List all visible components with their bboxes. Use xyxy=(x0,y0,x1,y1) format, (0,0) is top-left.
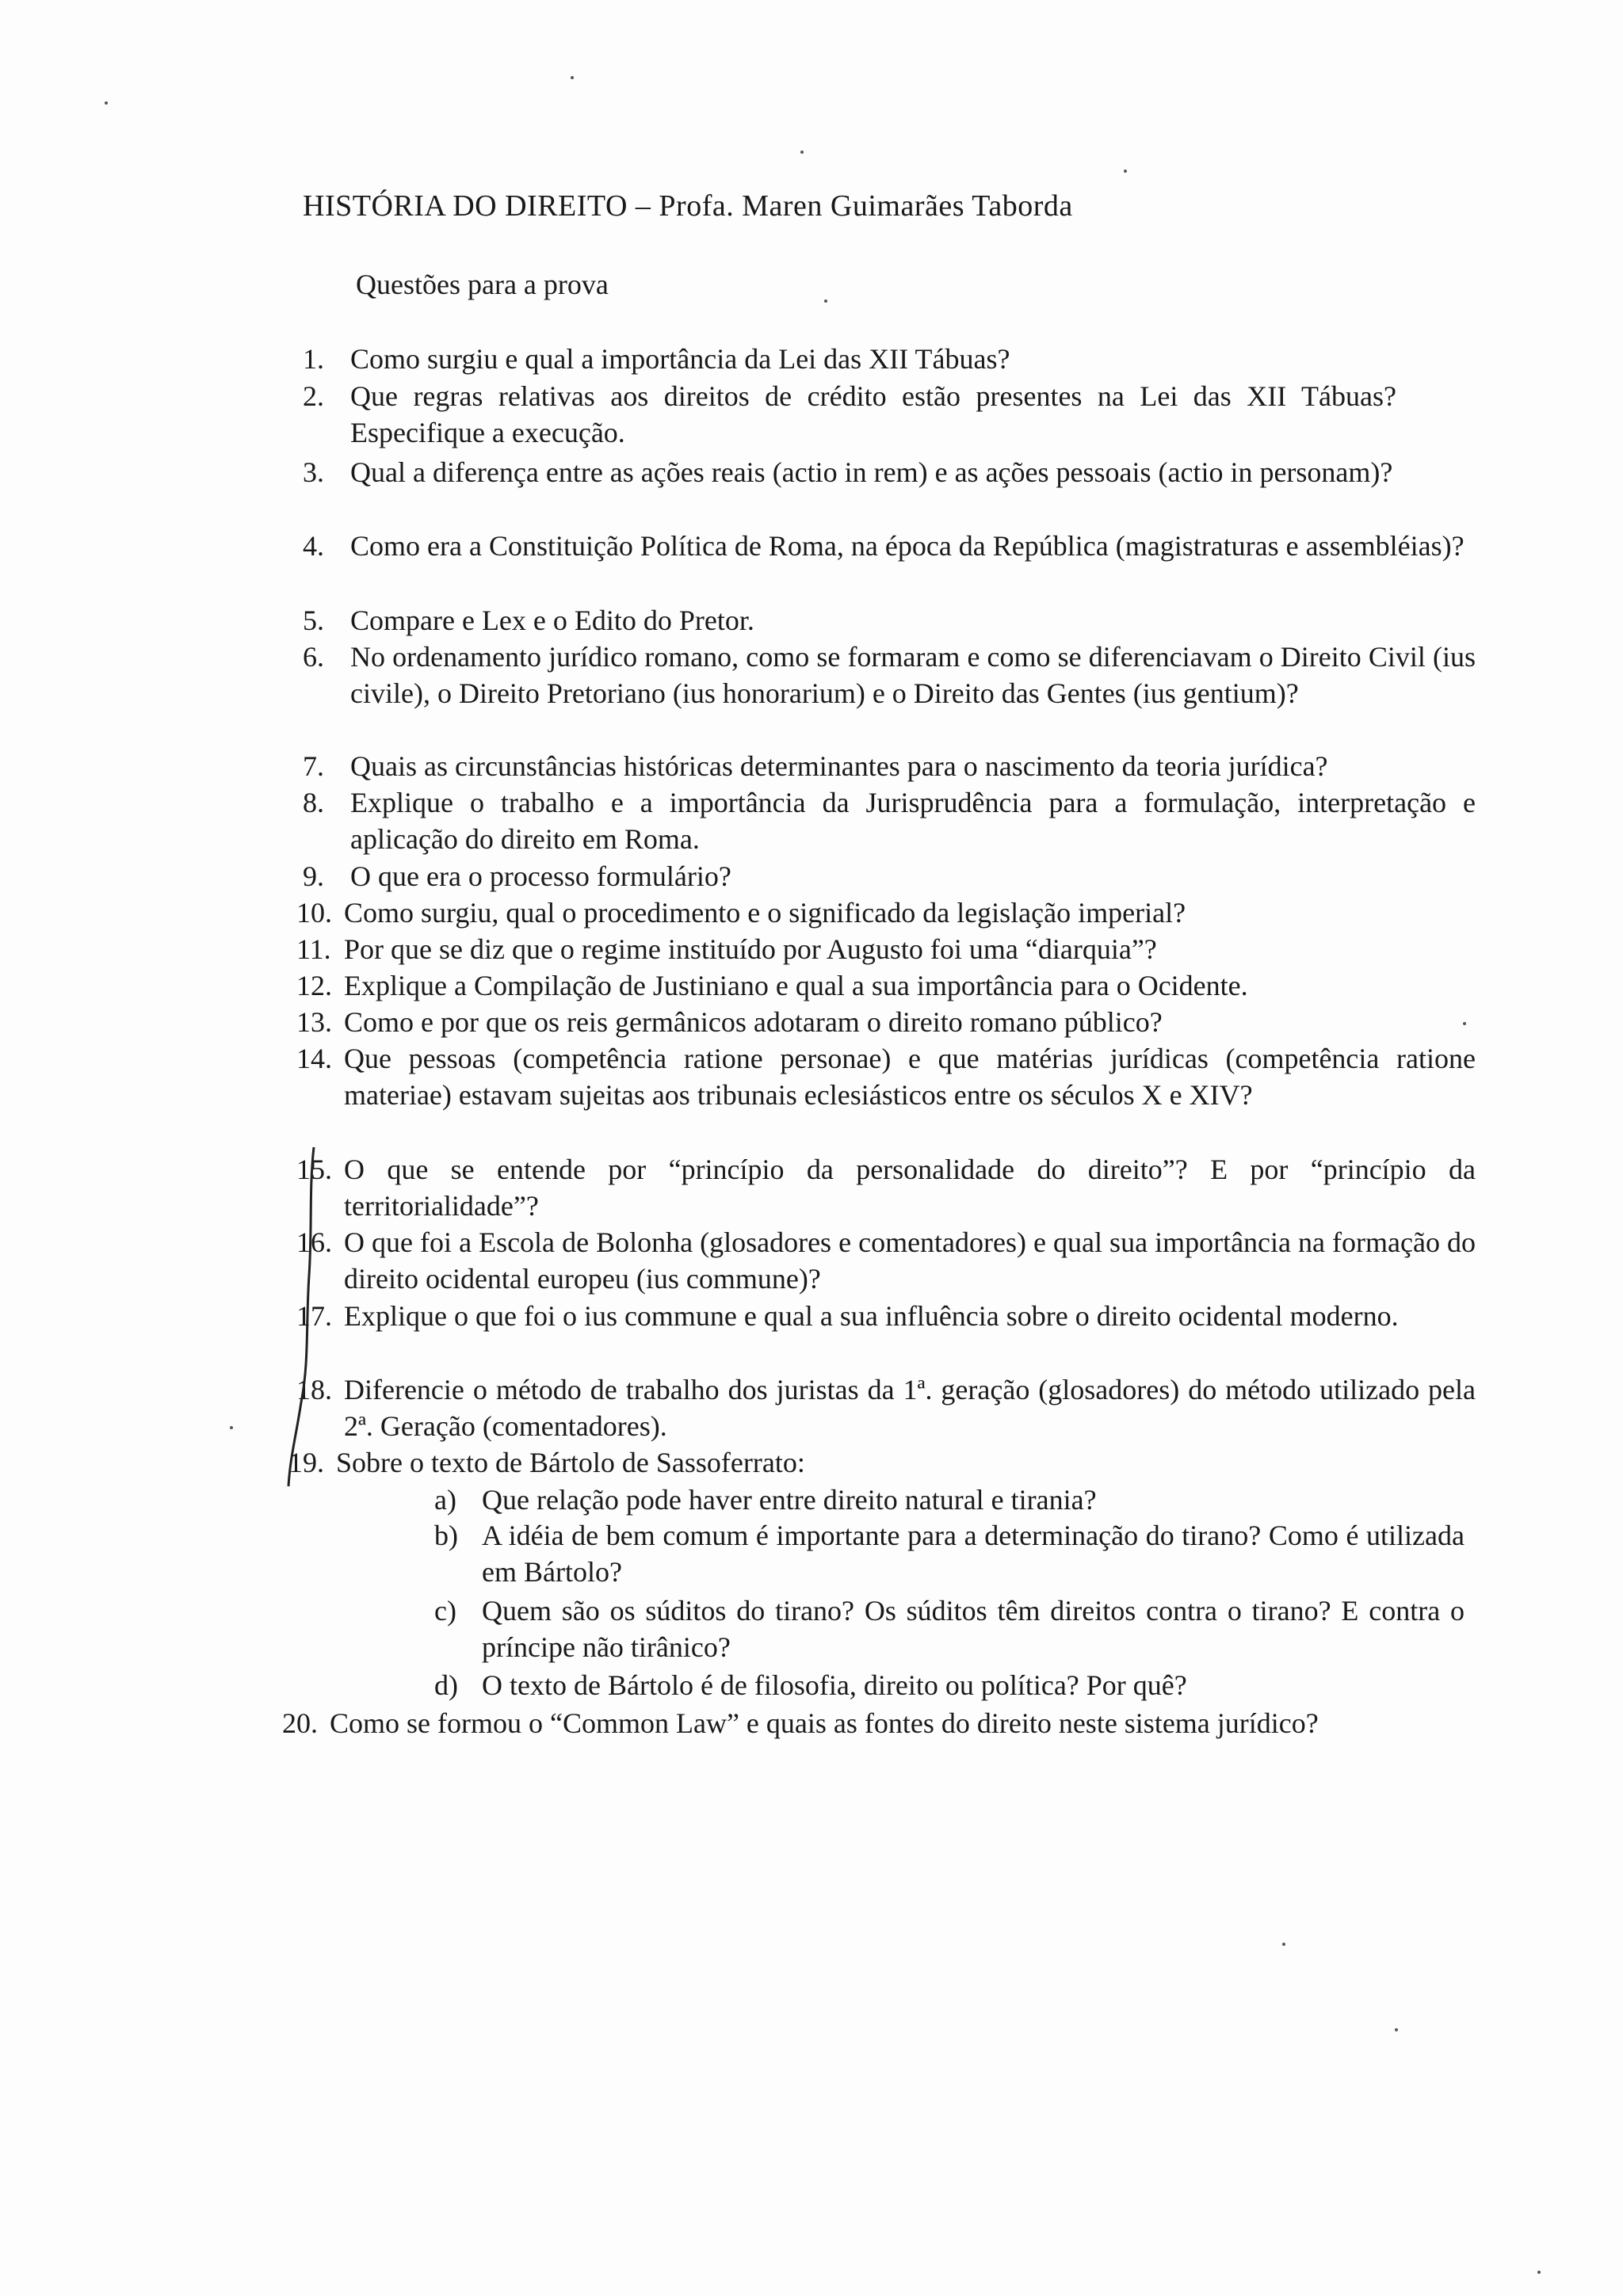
question-number: 15. xyxy=(296,1154,332,1185)
question-number: 11. xyxy=(296,933,331,965)
question-text: Como surgiu, qual o procedimento e o significado da legislação imperial? xyxy=(344,897,1186,929)
subquestion-letter: b) xyxy=(434,1520,458,1551)
question-text: Quais as circunstâncias históricas determinantes para o nascimento da teoria jurídica? xyxy=(350,750,1328,782)
question-number: 14. xyxy=(296,1043,332,1074)
subquestion-letter: d) xyxy=(434,1669,458,1701)
question-number: 10. xyxy=(296,897,332,929)
question-number: 1. xyxy=(303,343,324,375)
question-number: 19. xyxy=(288,1447,324,1478)
question-text: No ordenamento jurídico romano, como se formaram e como se diferenciavam o Direito Civil (ius civile), o Direito Pretoriano (ius honorarium) e o Direito das Gentes (ius gentium)? xyxy=(350,641,1476,709)
question-text: Sobre o texto de Bártolo de Sassoferrato: xyxy=(336,1447,805,1478)
question-number: 6. xyxy=(303,641,324,673)
question-number: 18. xyxy=(296,1374,332,1405)
handwritten-margin-line xyxy=(277,1141,325,1489)
scan-speck xyxy=(105,101,108,105)
course-title: HISTÓRIA DO DIREITO xyxy=(303,189,628,223)
question-text: Diferencie o método de trabalho dos juristas da 1ª. geração (glosadores) do método utilizado pela 2ª. Geração (comentadores). xyxy=(344,1374,1476,1442)
question-text: O que se entende por “princípio da personalidade do direito”? E por “princípio da territorialidade”? xyxy=(344,1154,1476,1222)
header-separator: – xyxy=(635,189,651,223)
subquestion-text: Que relação pode haver entre direito natural e tirania? xyxy=(482,1484,1097,1516)
scan-speck xyxy=(1463,1022,1466,1025)
question-number: 7. xyxy=(303,750,324,782)
question-number: 8. xyxy=(303,787,324,818)
professor-name: Profa. Maren Guimarães Taborda xyxy=(659,189,1073,223)
question-number: 5. xyxy=(303,605,324,636)
scan-speck xyxy=(824,299,827,303)
question-text: Como se formou o “Common Law” e quais as fontes do direito neste sistema jurídico? xyxy=(330,1707,1319,1739)
question-text: Explique o que foi o ius commune e qual a sua influência sobre o direito ocidental moderno. xyxy=(344,1300,1399,1332)
page-subtitle: Questões para a prova xyxy=(356,269,609,300)
scan-speck xyxy=(1282,1943,1285,1946)
question-text: O que foi a Escola de Bolonha (glosadores e comentadores) e qual sua importância na formação do direito ocidental europeu (ius commune)? xyxy=(344,1226,1476,1295)
page-header xyxy=(303,189,1073,223)
question-number: 17. xyxy=(296,1300,332,1332)
scan-speck xyxy=(230,1426,233,1429)
question-number: 9. xyxy=(303,860,324,892)
question-number: 4. xyxy=(303,530,324,562)
question-text: Explique a Compilação de Justiniano e qual a sua importância para o Ocidente. xyxy=(344,970,1248,1001)
question-text: Compare e Lex e o Edito do Pretor. xyxy=(350,605,754,636)
question-text: O que era o processo formulário? xyxy=(350,860,731,892)
scan-speck xyxy=(571,76,574,79)
question-text: Como surgiu e qual a importância da Lei das XII Tábuas? xyxy=(350,343,1010,375)
scan-speck xyxy=(800,151,804,154)
question-number: 16. xyxy=(296,1226,332,1258)
question-text: Explique o trabalho e a importância da Jurisprudência para a formulação, interpretação e aplicação do direito em Roma. xyxy=(350,787,1476,855)
question-number: 13. xyxy=(296,1006,332,1038)
subquestion-text: A idéia de bem comum é importante para a determinação do tirano? Como é utilizada em Bártolo? xyxy=(482,1520,1465,1588)
question-text: Como era a Constituição Política de Roma, na época da República (magistraturas e assembléias)? xyxy=(350,530,1465,562)
scan-speck xyxy=(1395,2028,1398,2031)
subquestion-letter: a) xyxy=(434,1484,456,1516)
question-number: 20. xyxy=(282,1707,318,1739)
question-text: Como e por que os reis germânicos adotaram o direito romano público? xyxy=(344,1006,1163,1038)
question-text: Que pessoas (competência ratione personae) e que matérias jurídicas (competência ratione materiae) estavam sujeitas aos tribunais eclesiásticos entre os séculos X e XIV? xyxy=(344,1043,1476,1111)
subquestion-text: Quem são os súditos do tirano? Os súditos têm direitos contra o tirano? E contra o príncipe não tirânico? xyxy=(482,1595,1465,1663)
question-number: 2. xyxy=(303,380,324,412)
question-text: Por que se diz que o regime instituído por Augusto foi uma “diarquia”? xyxy=(344,933,1157,965)
subquestion-letter: c) xyxy=(434,1595,456,1627)
subquestion-text: O texto de Bártolo é de filosofia, direito ou política? Por quê? xyxy=(482,1669,1187,1701)
scan-speck xyxy=(1124,170,1127,173)
scan-speck xyxy=(1537,2271,1541,2274)
question-text: Qual a diferença entre as ações reais (actio in rem) e as ações pessoais (actio in personam)? xyxy=(350,456,1393,488)
question-number: 3. xyxy=(303,456,324,488)
question-text: Que regras relativas aos direitos de crédito estão presentes na Lei das XII Tábuas? Especifique a execução. xyxy=(350,380,1396,448)
question-number: 12. xyxy=(296,970,332,1001)
